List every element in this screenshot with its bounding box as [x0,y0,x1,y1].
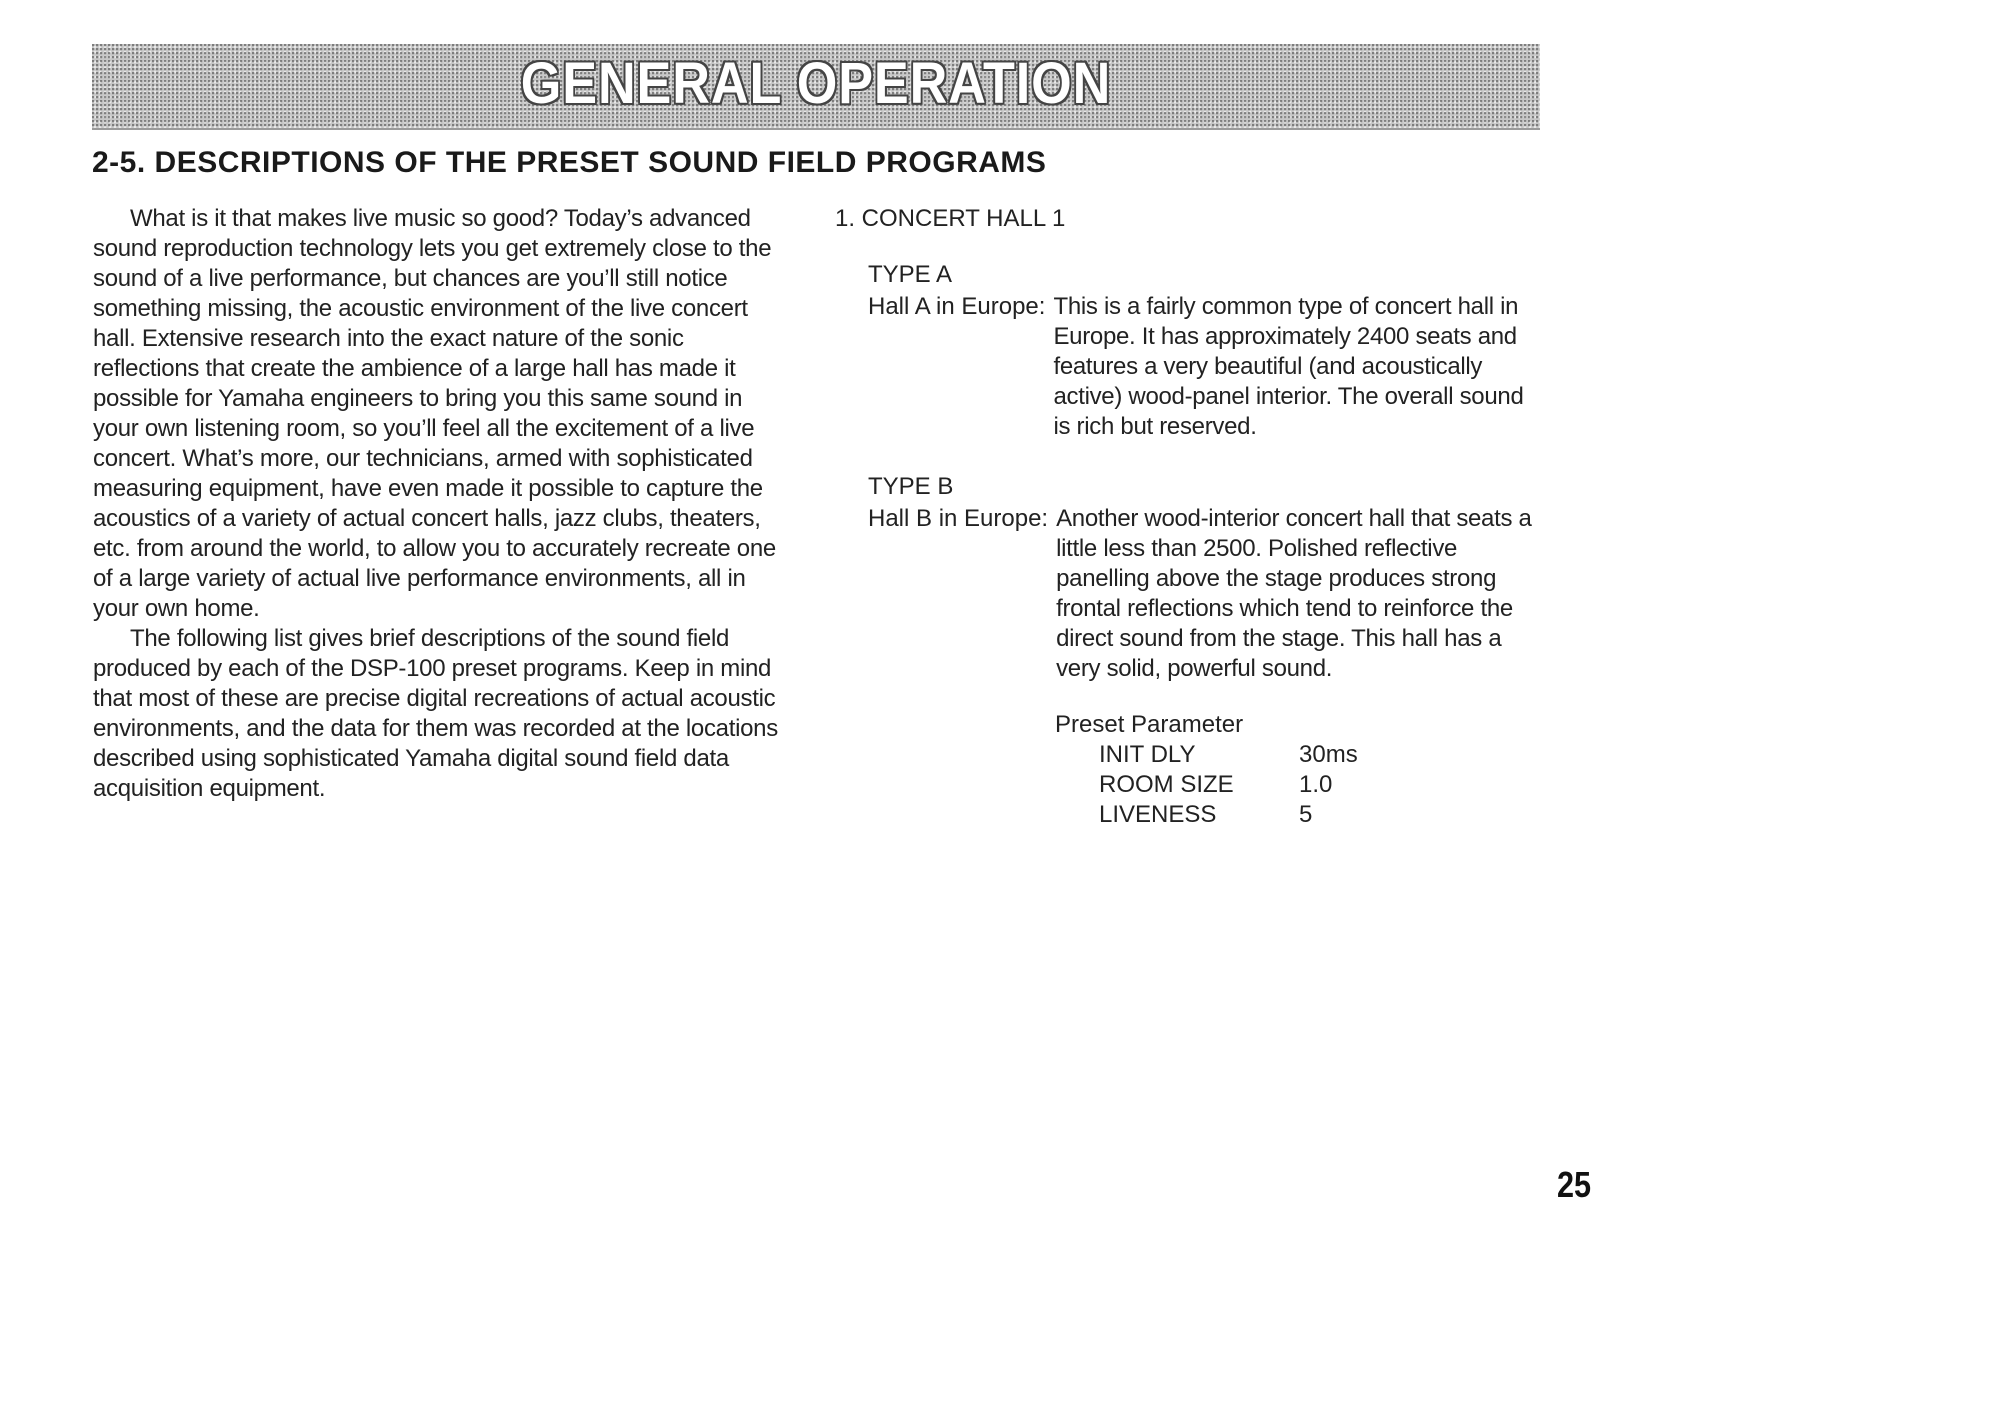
type-a-term: Hall A in Europe: [868,293,1046,320]
type-b-description-row [868,504,1535,684]
intro-paragraph: The following list gives brief descriptions of the sound field produced by each of the DSP-100 preset programs. Keep in mind that most of these are precise digital recreations of actual acoustic environments, and the data for them was recorded at the locations described using sophisticated Yamaha digital sound field data acquisition equipment. [93,625,778,802]
parameter-value: 30ms [1299,741,1358,768]
type-b-term: Hall B in Europe: [868,505,1049,532]
banner-title: GENERAL OPERATION [520,51,1112,116]
type-a-block [868,260,1535,442]
preset-parameter-block [1055,710,1535,830]
parameter-value: 5 [1299,801,1313,828]
section-heading: 2-5. DESCRIPTIONS OF THE PRESET SOUND FIELD PROGRAMS [92,146,1047,179]
parameter-name: LIVENESS [1099,801,1217,828]
type-b-label: TYPE B [868,473,954,500]
section-banner [92,44,1540,130]
type-a-label: TYPE A [868,261,953,288]
type-b-description: Another wood-interior concert hall that seats a little less than 2500. Polished reflective panelling above the stage produces strong frontal reflections which tend to reinforce the direct sound from the stage. This hall has a very solid, powerful sound. [1056,505,1532,682]
type-b-block [868,472,1535,684]
type-a-description: This is a fairly common type of concert hall in Europe. It has approximately 2400 seats and features a very beautiful (and acoustically active) wood-panel interior. The overall sound is rich but reserved. [1053,293,1524,440]
intro-paragraph: What is it that makes live music so good? Today’s advanced sound reproduction technology lets you get extremely close to the sound of a live performance, but chances are you’ll still notice something missing, the acoustic environment of the live concert hall. Extensive research into the exact nature of the sonic reflections that create the ambience of a large hall has made it possible for Yamaha engineers to bring you this same sound in your own listening room, so you’ll feel all the excitement of a live concert. What’s more, our technicians, armed with sophisticated measuring equipment, have even made it possible to capture the acoustics of a variety of actual concert halls, jazz clubs, theaters, etc. from around the world, to allow you to accurately recreate one of a large variety of actual live performance environments, all in your own home. [93,205,776,622]
program-title: 1. CONCERT HALL 1 [835,205,1066,232]
intro-column [93,204,793,804]
parameter-row [1099,800,1535,830]
parameter-name: ROOM SIZE [1099,771,1234,798]
program-column [835,204,1535,830]
page-number: 25 [1557,1164,1592,1205]
parameter-row [1099,770,1535,800]
type-a-description-row [868,292,1535,442]
parameter-value: 1.0 [1299,771,1333,798]
parameter-row [1099,740,1535,770]
preset-parameter-heading: Preset Parameter [1055,711,1244,738]
parameter-name: INIT DLY [1099,741,1196,768]
